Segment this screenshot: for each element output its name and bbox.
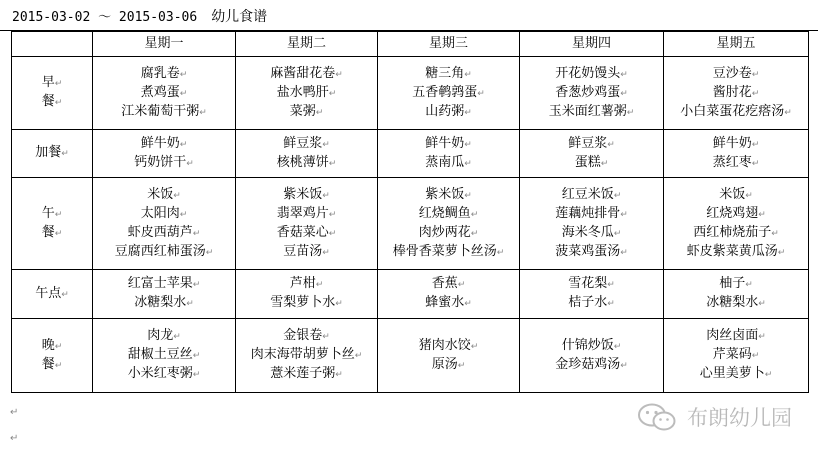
paragraph-mark: ↵ <box>607 280 615 290</box>
paragraph-mark: ↵ <box>315 107 324 118</box>
paragraph-mark: ↵ <box>61 289 69 300</box>
paragraph-mark: ↵ <box>322 332 330 342</box>
dish-name: 冰糖梨水 <box>134 295 187 310</box>
dish-line <box>236 346 377 365</box>
paragraph-mark: ↵ <box>186 299 194 309</box>
day-header: 星期五 <box>664 32 809 57</box>
meal-label-char: 加餐 <box>35 145 62 160</box>
paragraph-mark: ↵ <box>354 351 363 361</box>
dish-name: 糖三角 <box>425 65 465 81</box>
paragraph-mark: ↵ <box>335 299 343 309</box>
dish-name: 麻酱甜花卷 <box>270 65 336 81</box>
dish-name: 什锦炒饭 <box>561 337 614 353</box>
meal-label-char: 午 <box>41 205 55 221</box>
paragraph-mark: ↵ <box>10 433 19 444</box>
dish-line <box>93 65 235 84</box>
meal-label-text <box>12 224 92 243</box>
paragraph-mark: ↵ <box>61 149 69 159</box>
dish-line <box>378 103 519 122</box>
dish-line <box>236 327 377 346</box>
dish-name: 心里美萝卜 <box>699 366 765 381</box>
menu-table <box>11 31 809 393</box>
menu-cell <box>93 130 236 178</box>
dish-name: 红烧鸡翅 <box>706 205 759 221</box>
paragraph-mark: ↵ <box>620 209 628 220</box>
meal-label-text <box>12 205 92 224</box>
menu-cell <box>93 57 236 130</box>
dish-name: 江米葡萄干粥 <box>121 103 200 119</box>
paragraph-mark: ↵ <box>192 228 201 239</box>
dish-line <box>236 224 377 243</box>
paragraph-mark: ↵ <box>745 280 753 290</box>
day-header: 星期一 <box>93 32 236 57</box>
paragraph-mark: ↵ <box>613 190 622 201</box>
paragraph-mark: ↵ <box>54 209 63 220</box>
watermark-text: 布朗幼儿园 <box>687 406 792 430</box>
dish-name: 蜂蜜水 <box>425 295 465 310</box>
dish-line <box>378 294 519 313</box>
menu-cell <box>378 270 520 319</box>
paragraph-marks <box>10 400 18 452</box>
meal-row <box>12 57 809 130</box>
paragraph-mark: ↵ <box>54 79 63 89</box>
dish-name: 海米冬瓜 <box>561 224 614 240</box>
paragraph-mark: ↵ <box>777 247 786 258</box>
dish-name: 芹菜码 <box>712 347 752 362</box>
dish-name: 红烧鲷鱼 <box>418 205 471 221</box>
paragraph-mark: ↵ <box>613 341 622 352</box>
dish-name: 煮鸡蛋 <box>140 84 180 100</box>
meal-row <box>12 178 809 270</box>
dish-line <box>664 65 808 84</box>
paragraph-mark: ↵ <box>745 190 753 201</box>
paragraph-mark: ↵ <box>328 209 337 220</box>
paragraph-mark: ↵ <box>607 299 615 309</box>
meal-label-char: 餐 <box>41 356 55 372</box>
meal-label-char: 餐 <box>41 94 55 109</box>
dish-name: 桔子水 <box>568 295 608 310</box>
dish-line <box>236 294 377 313</box>
menu-cell <box>236 130 378 178</box>
dish-name: 金珍菇鸡汤 <box>555 356 621 372</box>
dish-line <box>520 356 663 375</box>
dish-line <box>93 103 235 122</box>
dish-name: 菠菜鸡蛋汤 <box>555 243 621 259</box>
dish-name: 鲜牛奶 <box>140 135 180 151</box>
meal-label <box>12 57 93 130</box>
dish-name: 雪花梨 <box>568 276 608 291</box>
dish-name: 米饭 <box>719 186 746 202</box>
dish-name: 蒸红枣 <box>712 154 752 170</box>
menu-cell <box>93 178 236 270</box>
dish-name: 米饭 <box>147 186 174 202</box>
dish-line <box>520 186 663 205</box>
dish-name: 西红柿烧茄子 <box>693 224 772 240</box>
dish-line <box>520 275 663 294</box>
dish-line <box>93 205 235 224</box>
dish-line <box>93 84 235 103</box>
day-header: 星期二 <box>236 32 378 57</box>
menu-cell <box>664 319 809 393</box>
paragraph-mark: ↵ <box>322 190 330 201</box>
paragraph-mark: ↵ <box>54 228 63 239</box>
dish-name: 小白菜蛋花疙瘩汤 <box>680 103 785 119</box>
dish-line <box>664 346 808 365</box>
dish-name: 豆苗汤 <box>283 243 323 259</box>
paragraph-mark: ↵ <box>470 209 479 220</box>
dish-line <box>378 186 519 205</box>
dish-name: 紫米饭 <box>283 186 323 202</box>
dish-name: 蒸南瓜 <box>425 154 465 170</box>
paragraph-mark: ↵ <box>751 351 760 361</box>
dish-name: 太阳肉 <box>140 205 180 221</box>
meal-label-char: 晚 <box>41 337 55 353</box>
meal-label-text <box>12 93 92 112</box>
menu-cell <box>520 178 664 270</box>
dish-name: 香菇菜心 <box>276 224 329 240</box>
dish-name: 薏米莲子粥 <box>270 366 336 381</box>
paragraph-mark: ↵ <box>784 107 792 118</box>
dish-line <box>520 294 663 313</box>
paragraph-mark: ↵ <box>173 190 181 201</box>
menu-cell <box>520 270 664 319</box>
dish-name: 豆腐西红柿蛋汤 <box>114 243 206 259</box>
paragraph-mark: ↵ <box>335 370 343 380</box>
date-range: 2015-03-02 ～ 2015-03-06 <box>12 10 198 25</box>
paragraph-mark: ↵ <box>192 351 201 361</box>
dish-line <box>664 186 808 205</box>
paragraph-mark: ↵ <box>322 247 330 258</box>
dish-line <box>664 327 808 346</box>
paragraph-mark: ↵ <box>751 139 760 150</box>
dish-line <box>664 294 808 313</box>
paragraph-mark: ↵ <box>613 228 622 239</box>
dish-line <box>236 65 377 84</box>
dish-line <box>520 243 663 262</box>
paragraph-mark: ↵ <box>464 69 472 80</box>
menu-cell <box>93 319 236 393</box>
dish-name: 鲜豆浆 <box>568 135 608 151</box>
paragraph-mark: ↵ <box>54 98 63 108</box>
paragraph-mark: ↵ <box>179 139 188 150</box>
paragraph-mark: ↵ <box>470 228 479 239</box>
paragraph-mark: ↵ <box>758 209 766 220</box>
day-header: 星期四 <box>520 32 664 57</box>
paragraph-mark: ↵ <box>54 360 63 371</box>
dish-line <box>664 243 808 262</box>
meal-label-text <box>12 144 92 163</box>
menu-cell <box>520 130 664 178</box>
dish-line <box>378 135 519 154</box>
dish-line <box>664 103 808 122</box>
paragraph-mark: ↵ <box>477 88 485 99</box>
menu-cell <box>520 319 664 393</box>
dish-name: 小米红枣粥 <box>127 366 193 381</box>
menu-cell <box>664 178 809 270</box>
paragraph-mark: ↵ <box>771 228 779 239</box>
dish-name: 肉炒两花 <box>418 224 471 240</box>
paragraph-mark: ↵ <box>620 88 628 99</box>
dish-name: 盐水鸭肝 <box>276 84 329 100</box>
paragraph-mark: ↵ <box>179 88 188 99</box>
meal-label <box>12 178 93 270</box>
paragraph-mark: ↵ <box>600 158 609 169</box>
paragraph-mark: ↵ <box>315 280 324 290</box>
menu-cell <box>236 270 378 319</box>
dish-name: 香蕉 <box>431 276 458 291</box>
dish-line <box>664 154 808 173</box>
dish-name: 柚子 <box>719 276 746 291</box>
dish-name: 钙奶饼干 <box>134 154 187 170</box>
dish-name: 红富士苹果 <box>127 276 193 291</box>
dish-name: 鲜牛奶 <box>712 135 752 151</box>
dish-line <box>236 135 377 154</box>
dish-name: 冰糖梨水 <box>706 295 759 310</box>
paragraph-mark: ↵ <box>192 370 201 380</box>
paragraph-mark: ↵ <box>464 107 472 118</box>
dish-line <box>93 294 235 313</box>
menu-cell <box>664 57 809 130</box>
meal-label-text <box>12 356 92 375</box>
dish-line <box>93 135 235 154</box>
menu-cell <box>236 57 378 130</box>
paragraph-mark: ↵ <box>186 158 194 169</box>
paragraph-mark: ↵ <box>751 158 760 169</box>
dish-line <box>378 243 519 262</box>
paragraph-mark: ↵ <box>335 69 343 80</box>
paragraph-mark: ↵ <box>758 332 766 342</box>
paragraph-mark: ↵ <box>457 360 466 371</box>
dish-name: 酱肘花 <box>712 84 752 100</box>
dish-name: 香葱炒鸡蛋 <box>555 84 621 100</box>
dish-name: 雪梨萝卜水 <box>270 295 336 310</box>
dish-name: 紫米饭 <box>425 186 465 202</box>
dish-line <box>664 224 808 243</box>
dish-line <box>378 275 519 294</box>
dish-line <box>378 337 519 356</box>
meal-row <box>12 130 809 178</box>
dish-name: 虾皮西葫芦 <box>127 224 193 240</box>
dish-line <box>378 84 519 103</box>
paragraph-mark: ↵ <box>464 299 472 309</box>
dish-name: 鲜牛奶 <box>425 135 465 151</box>
dish-line <box>520 224 663 243</box>
paragraph-mark: ↵ <box>626 107 635 118</box>
dish-name: 核桃薄饼 <box>276 154 329 170</box>
paragraph-mark: ↵ <box>328 88 337 99</box>
menu-cell <box>664 130 809 178</box>
paragraph-mark: ↵ <box>751 88 760 99</box>
dish-line <box>520 154 663 173</box>
meal-label-char: 早 <box>41 75 55 90</box>
dish-name: 豆沙卷 <box>712 65 752 81</box>
paragraph-mark: ↵ <box>751 69 760 80</box>
menu-cell <box>378 319 520 393</box>
dish-name: 莲藕炖排骨 <box>555 205 621 221</box>
dish-line <box>520 135 663 154</box>
paragraph-mark: ↵ <box>764 370 773 380</box>
menu-cell <box>236 178 378 270</box>
paragraph-mark: ↵ <box>322 139 330 150</box>
dish-name: 芦柑 <box>289 276 316 291</box>
dish-name: 翡翠鸡片 <box>276 205 329 221</box>
dish-line <box>664 135 808 154</box>
dish-name: 腐乳卷 <box>140 65 180 81</box>
wechat-icon <box>635 402 679 432</box>
paragraph-mark: ↵ <box>464 190 472 201</box>
meal-row <box>12 319 809 393</box>
meal-label <box>12 130 93 178</box>
menu-cell <box>236 319 378 393</box>
dish-line <box>378 154 519 173</box>
dish-line <box>93 224 235 243</box>
dish-line <box>236 84 377 103</box>
paragraph-mark: ↵ <box>173 332 181 342</box>
menu-title: 幼儿食谱 <box>211 9 268 25</box>
dish-line <box>236 275 377 294</box>
paragraph-mark: ↵ <box>192 280 201 290</box>
paragraph-mark: ↵ <box>620 69 628 80</box>
dish-line <box>236 205 377 224</box>
dish-name: 山药粥 <box>425 103 465 119</box>
dish-name: 鲜豆浆 <box>283 135 323 151</box>
document-title <box>12 7 267 27</box>
dish-line <box>378 65 519 84</box>
paragraph-mark: ↵ <box>328 228 337 239</box>
dish-line <box>236 243 377 262</box>
dish-name: 肉丝卤面 <box>706 328 759 343</box>
meal-label <box>12 319 93 393</box>
dish-line <box>93 346 235 365</box>
paragraph-mark: ↵ <box>496 247 505 258</box>
dish-line <box>236 103 377 122</box>
dish-line <box>93 243 235 262</box>
paragraph-mark: ↵ <box>607 139 615 150</box>
dish-line <box>93 327 235 346</box>
dish-line <box>664 84 808 103</box>
dish-name: 棒骨香菜萝卜丝汤 <box>392 243 497 259</box>
dish-name: 金银卷 <box>283 328 323 343</box>
day-header: 星期三 <box>378 32 520 57</box>
paragraph-mark: ↵ <box>457 280 466 290</box>
dish-line <box>520 84 663 103</box>
dish-line <box>236 365 377 384</box>
paragraph-mark: ↵ <box>620 360 628 371</box>
paragraph-mark: ↵ <box>620 247 628 258</box>
meal-row <box>12 270 809 319</box>
paragraph-mark: ↵ <box>54 341 63 352</box>
menu-cell <box>93 270 236 319</box>
paragraph-mark: ↵ <box>205 247 214 258</box>
meal-label-text <box>12 337 92 356</box>
menu-cell <box>378 178 520 270</box>
menu-cell <box>378 57 520 130</box>
dish-line <box>378 356 519 375</box>
dish-name: 猪肉水饺 <box>418 337 471 353</box>
meal-label-text <box>12 74 92 93</box>
dish-line <box>664 365 808 384</box>
dish-line <box>664 275 808 294</box>
paragraph-mark: ↵ <box>758 299 766 309</box>
paragraph-mark: ↵ <box>179 69 188 80</box>
dish-name: 菜粥 <box>289 103 316 119</box>
meal-label <box>12 270 93 319</box>
dish-name: 五香鹌鹑蛋 <box>412 84 478 100</box>
dish-line <box>93 275 235 294</box>
dish-line <box>93 365 235 384</box>
paragraph-mark: ↵ <box>464 158 472 169</box>
dish-name: 红豆米饭 <box>561 186 614 202</box>
dish-name: 甜椒土豆丝 <box>127 347 193 362</box>
header-corner <box>12 32 93 57</box>
dish-line <box>520 337 663 356</box>
dish-name: 虾皮紫菜黄瓜汤 <box>686 243 778 259</box>
meal-label-char: 午点 <box>35 285 62 301</box>
dish-line <box>93 186 235 205</box>
paragraph-mark: ↵ <box>470 341 479 352</box>
menu-cell <box>664 270 809 319</box>
dish-name: 玉米面红薯粥 <box>548 103 627 119</box>
dish-line <box>378 224 519 243</box>
paragraph-mark: ↵ <box>328 158 337 169</box>
dish-line <box>520 103 663 122</box>
dish-name: 肉龙 <box>147 328 174 343</box>
paragraph-mark: ↵ <box>199 107 207 118</box>
dish-name: 肉末海带胡萝卜丝 <box>250 347 355 362</box>
dish-name: 开花奶馒头 <box>555 65 621 81</box>
paragraph-mark: ↵ <box>464 139 472 150</box>
dish-line <box>236 186 377 205</box>
dish-line <box>664 205 808 224</box>
menu-cell <box>378 130 520 178</box>
meal-label-text <box>12 285 92 304</box>
header-row <box>12 32 809 57</box>
dish-line <box>520 205 663 224</box>
paragraph-mark: ↵ <box>179 209 188 220</box>
dish-line <box>378 205 519 224</box>
meal-label-char: 餐 <box>41 224 55 240</box>
dish-name: 原汤 <box>431 356 458 372</box>
dish-line <box>236 154 377 173</box>
paragraph-mark: ↵ <box>10 407 19 418</box>
dish-line <box>520 65 663 84</box>
dish-name: 蛋糕 <box>574 154 601 170</box>
dish-line <box>93 154 235 173</box>
menu-cell <box>520 57 664 130</box>
watermark <box>635 402 792 432</box>
